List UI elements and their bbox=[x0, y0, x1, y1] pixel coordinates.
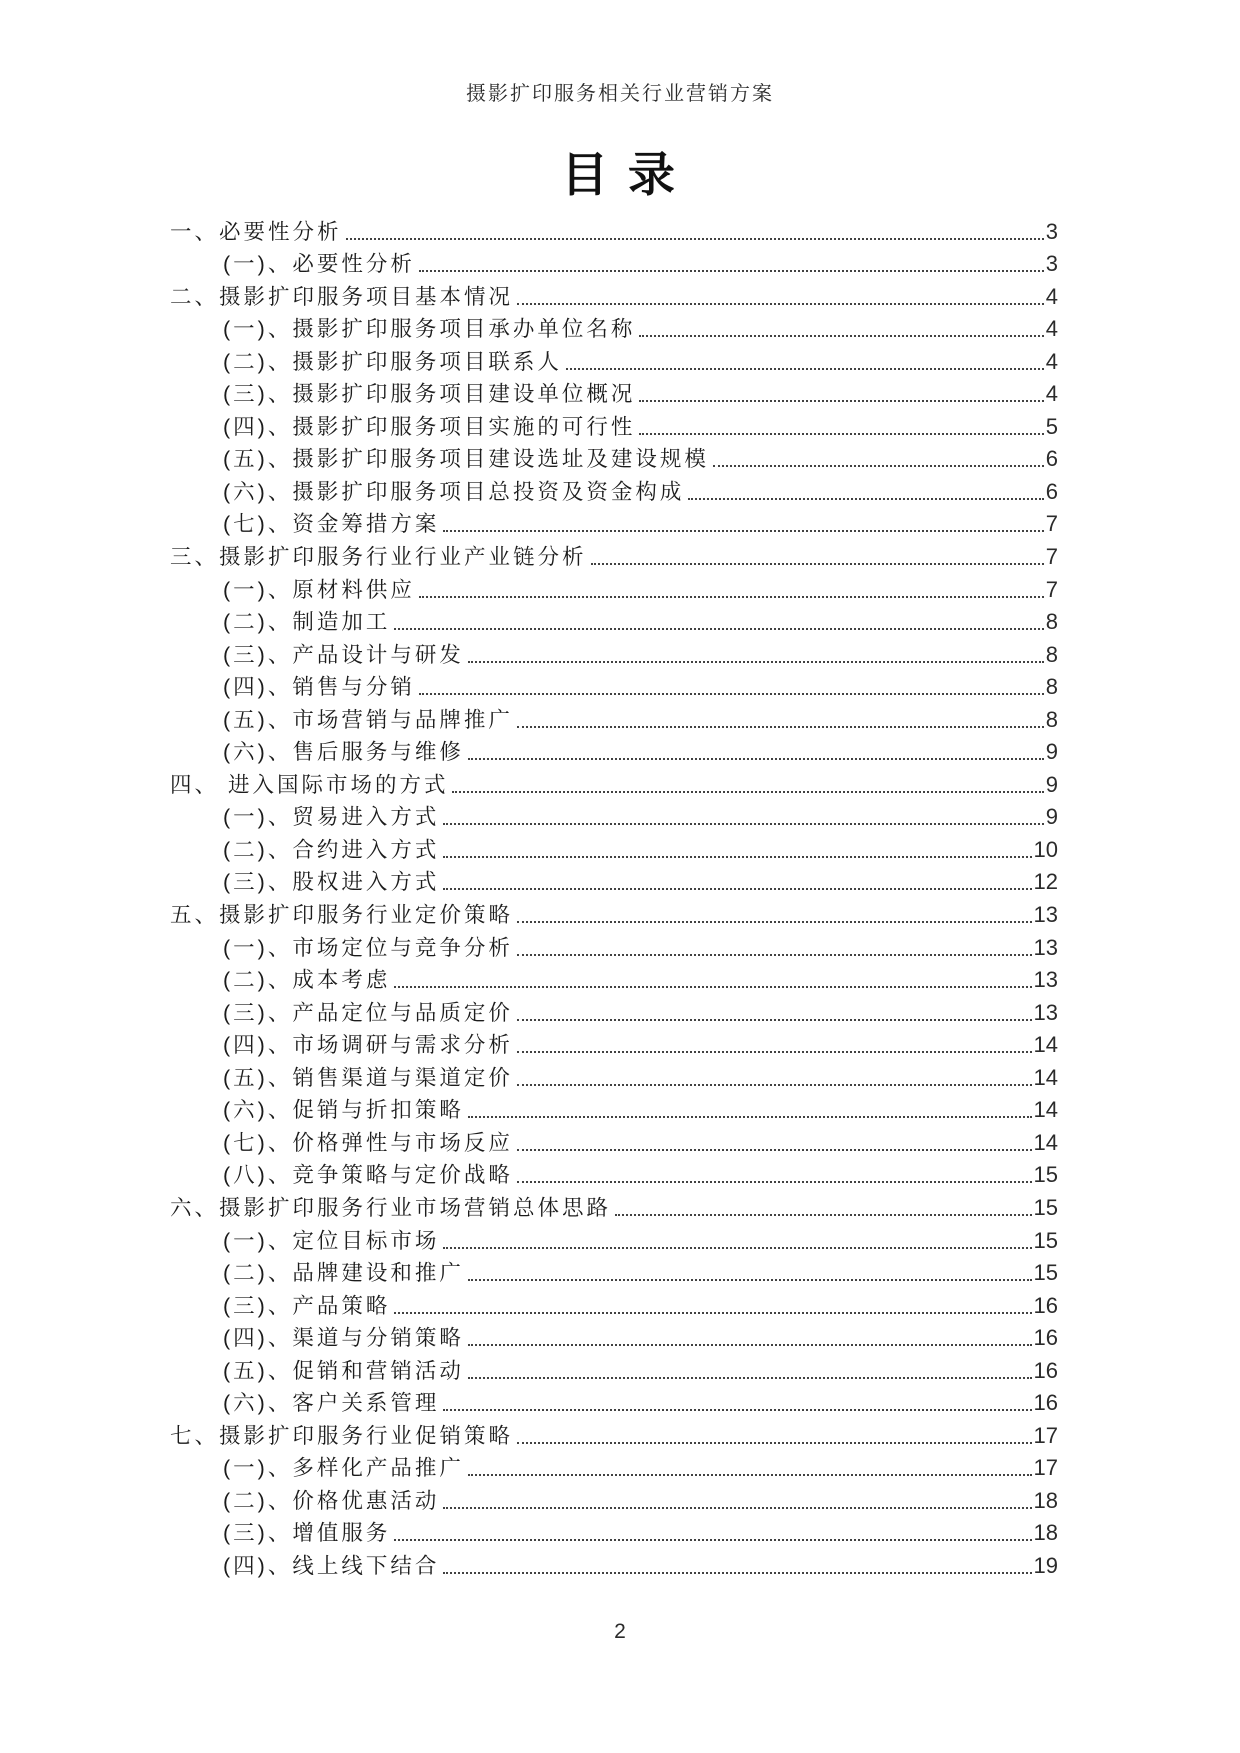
toc-entry[interactable] bbox=[170, 1416, 1058, 1449]
toc-dot-leader bbox=[468, 1279, 1032, 1281]
toc-entry-label: (三)、产品设计与研发 bbox=[223, 642, 464, 667]
toc-entry-label: (八)、竞争策略与定价战略 bbox=[223, 1163, 513, 1188]
toc-dot-leader bbox=[517, 303, 1044, 305]
toc-dot-leader bbox=[443, 1572, 1031, 1574]
toc-entry[interactable] bbox=[170, 635, 1058, 668]
toc-dot-leader bbox=[517, 1181, 1032, 1183]
toc-entry-page: 6 bbox=[1045, 446, 1058, 472]
toc-entry[interactable] bbox=[170, 342, 1058, 375]
toc-dot-leader bbox=[419, 596, 1044, 598]
toc-entry-page: 13 bbox=[1033, 999, 1058, 1025]
toc-entry[interactable] bbox=[170, 1058, 1058, 1091]
toc-entry-label: 一、必要性分析 bbox=[170, 219, 342, 244]
toc-entry-label: 五、摄影扩印服务行业定价策略 bbox=[170, 903, 514, 928]
toc-dot-leader bbox=[517, 1442, 1032, 1444]
toc-entry-label: (三)、增值服务 bbox=[223, 1521, 391, 1546]
toc-entry[interactable] bbox=[170, 733, 1058, 766]
toc-dot-leader bbox=[591, 563, 1044, 565]
toc-entry[interactable] bbox=[170, 1091, 1058, 1124]
toc-entry-page: 13 bbox=[1033, 902, 1058, 928]
toc-entry-page: 18 bbox=[1033, 1520, 1058, 1546]
toc-entry-label: (四)、摄影扩印服务项目实施的可行性 bbox=[223, 414, 636, 439]
toc-entry[interactable] bbox=[170, 407, 1058, 440]
toc-entry-label: (四)、销售与分销 bbox=[223, 675, 415, 700]
toc-dot-leader bbox=[517, 1084, 1032, 1086]
toc-entry-label: 三、摄影扩印服务行业行业产业链分析 bbox=[170, 545, 587, 570]
footer-page-number: 2 bbox=[614, 1620, 626, 1643]
toc-entry[interactable] bbox=[170, 895, 1058, 928]
toc-dot-leader bbox=[713, 465, 1044, 467]
toc-dot-leader bbox=[468, 1377, 1032, 1379]
toc-entry-page: 8 bbox=[1045, 641, 1058, 667]
toc-list bbox=[170, 212, 1058, 1579]
toc-entry-label: (一)、贸易进入方式 bbox=[223, 805, 440, 830]
toc-entry[interactable] bbox=[170, 863, 1058, 896]
toc-dot-leader bbox=[517, 1051, 1032, 1053]
toc-entry-label: (二)、合约进入方式 bbox=[223, 837, 440, 862]
toc-entry[interactable] bbox=[170, 1351, 1058, 1384]
toc-entry-page: 7 bbox=[1045, 544, 1058, 570]
toc-entry-page: 3 bbox=[1045, 218, 1058, 244]
toc-entry-page: 17 bbox=[1033, 1422, 1058, 1448]
toc-entry-page: 9 bbox=[1045, 739, 1058, 765]
toc-entry[interactable] bbox=[170, 993, 1058, 1026]
toc-entry[interactable] bbox=[170, 1449, 1058, 1482]
toc-dot-leader bbox=[639, 335, 1043, 337]
toc-entry[interactable] bbox=[170, 1026, 1058, 1059]
toc-dot-leader bbox=[468, 1474, 1032, 1476]
toc-entry-label: (七)、资金筹措方案 bbox=[223, 512, 440, 537]
toc-entry-label: (一)、摄影扩印服务项目承办单位名称 bbox=[223, 317, 636, 342]
toc-entry[interactable] bbox=[170, 1514, 1058, 1547]
toc-entry-label: (三)、摄影扩印服务项目建设单位概况 bbox=[223, 382, 636, 407]
toc-entry-page: 15 bbox=[1033, 1194, 1058, 1220]
toc-entry-page: 4 bbox=[1045, 316, 1058, 342]
toc-entry-page: 6 bbox=[1045, 478, 1058, 504]
toc-dot-leader bbox=[394, 1539, 1031, 1541]
toc-entry-label: (三)、产品策略 bbox=[223, 1293, 391, 1318]
toc-entry-label: (六)、促销与折扣策略 bbox=[223, 1098, 464, 1123]
toc-entry-label: (六)、客户关系管理 bbox=[223, 1391, 440, 1416]
toc-entry-page: 8 bbox=[1045, 609, 1058, 635]
toc-entry[interactable] bbox=[170, 1546, 1058, 1579]
toc-entry[interactable] bbox=[170, 1254, 1058, 1287]
toc-dot-leader bbox=[468, 758, 1044, 760]
toc-dot-leader bbox=[517, 1149, 1032, 1151]
toc-entry-label: 二、摄影扩印服务项目基本情况 bbox=[170, 284, 514, 309]
toc-dot-leader bbox=[639, 433, 1043, 435]
toc-entry-page: 15 bbox=[1033, 1162, 1058, 1188]
toc-entry[interactable] bbox=[170, 1319, 1058, 1352]
toc-title: 目 录 bbox=[561, 150, 679, 202]
toc-entry-label: (二)、制造加工 bbox=[223, 610, 391, 635]
toc-entry-page: 15 bbox=[1033, 1260, 1058, 1286]
toc-dot-leader bbox=[566, 368, 1044, 370]
toc-entry[interactable] bbox=[170, 505, 1058, 538]
toc-entry-label: (二)、价格优惠活动 bbox=[223, 1488, 440, 1513]
toc-dot-leader bbox=[394, 1312, 1031, 1314]
toc-entry-page: 8 bbox=[1045, 706, 1058, 732]
toc-entry-label: (二)、品牌建设和推广 bbox=[223, 1261, 464, 1286]
toc-dot-leader bbox=[639, 400, 1043, 402]
toc-dot-leader bbox=[443, 888, 1031, 890]
toc-entry[interactable] bbox=[170, 603, 1058, 636]
toc-entry-page: 4 bbox=[1045, 348, 1058, 374]
toc-entry[interactable] bbox=[170, 310, 1058, 343]
toc-entry[interactable] bbox=[170, 830, 1058, 863]
toc-entry-label: (五)、促销和营销活动 bbox=[223, 1358, 464, 1383]
toc-entry-label: (一)、多样化产品推广 bbox=[223, 1456, 464, 1481]
toc-entry-page: 14 bbox=[1033, 1064, 1058, 1090]
toc-entry[interactable] bbox=[170, 798, 1058, 831]
toc-entry[interactable] bbox=[170, 570, 1058, 603]
toc-entry[interactable] bbox=[170, 668, 1058, 701]
toc-entry-page: 16 bbox=[1033, 1390, 1058, 1416]
toc-entry-label: (一)、定位目标市场 bbox=[223, 1228, 440, 1253]
toc-entry[interactable] bbox=[170, 1123, 1058, 1156]
toc-dot-leader bbox=[468, 661, 1044, 663]
toc-entry[interactable] bbox=[170, 961, 1058, 994]
toc-dot-leader bbox=[394, 628, 1043, 630]
toc-entry-label: (一)、必要性分析 bbox=[223, 252, 415, 277]
toc-entry-label: (六)、摄影扩印服务项目总投资及资金构成 bbox=[223, 479, 685, 504]
toc-dot-leader bbox=[443, 1247, 1031, 1249]
toc-dot-leader bbox=[443, 823, 1043, 825]
toc-entry-label: 四、 进入国际市场的方式 bbox=[170, 772, 449, 797]
toc-entry-page: 16 bbox=[1033, 1292, 1058, 1318]
toc-entry-label: (三)、股权进入方式 bbox=[223, 870, 440, 895]
toc-entry-label: (六)、售后服务与维修 bbox=[223, 740, 464, 765]
toc-entry[interactable] bbox=[170, 245, 1058, 278]
toc-entry-label: (一)、原材料供应 bbox=[223, 577, 415, 602]
toc-entry-page: 15 bbox=[1033, 1227, 1058, 1253]
toc-entry-page: 13 bbox=[1033, 934, 1058, 960]
toc-entry-page: 9 bbox=[1045, 771, 1058, 797]
page-footer bbox=[0, 1620, 1240, 1644]
toc-entry-page: 9 bbox=[1045, 804, 1058, 830]
toc-dot-leader bbox=[688, 498, 1043, 500]
toc-dot-leader bbox=[517, 1019, 1032, 1021]
toc-dot-leader bbox=[468, 1116, 1032, 1118]
toc-entry-page: 14 bbox=[1033, 1097, 1058, 1123]
toc-entry-page: 3 bbox=[1045, 251, 1058, 277]
toc-entry-label: (五)、销售渠道与渠道定价 bbox=[223, 1065, 513, 1090]
toc-entry[interactable] bbox=[170, 1221, 1058, 1254]
toc-entry[interactable] bbox=[170, 928, 1058, 961]
toc-entry[interactable] bbox=[170, 212, 1058, 245]
toc-entry[interactable] bbox=[170, 537, 1058, 570]
toc-entry[interactable] bbox=[170, 1384, 1058, 1417]
toc-dot-leader bbox=[468, 1344, 1032, 1346]
toc-entry-label: (三)、产品定位与品质定价 bbox=[223, 1000, 513, 1025]
toc-entry-page: 5 bbox=[1045, 413, 1058, 439]
toc-entry-page: 19 bbox=[1033, 1552, 1058, 1578]
toc-entry-page: 13 bbox=[1033, 967, 1058, 993]
toc-dot-leader bbox=[419, 693, 1044, 695]
toc-entry-page: 16 bbox=[1033, 1357, 1058, 1383]
toc-dot-leader bbox=[346, 238, 1044, 240]
toc-dot-leader bbox=[443, 1409, 1031, 1411]
toc-entry[interactable] bbox=[170, 1156, 1058, 1189]
toc-entry-page: 16 bbox=[1033, 1325, 1058, 1351]
toc-entry[interactable] bbox=[170, 765, 1058, 798]
toc-dot-leader bbox=[517, 726, 1044, 728]
toc-dot-leader bbox=[443, 530, 1043, 532]
toc-entry[interactable] bbox=[170, 1481, 1058, 1514]
toc-entry-page: 14 bbox=[1033, 1032, 1058, 1058]
toc-dot-leader bbox=[443, 1507, 1031, 1509]
toc-entry-label: (五)、摄影扩印服务项目建设选址及建设规模 bbox=[223, 447, 709, 472]
toc-dot-leader bbox=[517, 954, 1032, 956]
toc-entry-label: (四)、线上线下结合 bbox=[223, 1553, 440, 1578]
toc-entry-label: (四)、市场调研与需求分析 bbox=[223, 1033, 513, 1058]
toc-entry[interactable] bbox=[170, 700, 1058, 733]
toc-entry-page: 7 bbox=[1045, 511, 1058, 537]
toc-entry[interactable] bbox=[170, 375, 1058, 408]
toc-entry-page: 4 bbox=[1045, 283, 1058, 309]
toc-entry-label: (七)、价格弹性与市场反应 bbox=[223, 1130, 513, 1155]
toc-entry[interactable] bbox=[170, 277, 1058, 310]
toc-dot-leader bbox=[443, 856, 1031, 858]
toc-entry-page: 10 bbox=[1033, 836, 1058, 862]
toc-entry-page: 14 bbox=[1033, 1129, 1058, 1155]
toc-entry[interactable] bbox=[170, 1286, 1058, 1319]
toc-entry-page: 8 bbox=[1045, 674, 1058, 700]
toc-entry-page: 17 bbox=[1033, 1455, 1058, 1481]
toc-entry-label: 七、摄影扩印服务行业促销策略 bbox=[170, 1423, 514, 1448]
toc-entry-page: 18 bbox=[1033, 1487, 1058, 1513]
toc-entry[interactable] bbox=[170, 472, 1058, 505]
toc-entry[interactable] bbox=[170, 440, 1058, 473]
toc-entry-label: (二)、摄影扩印服务项目联系人 bbox=[223, 349, 562, 374]
toc-dot-leader bbox=[517, 921, 1032, 923]
toc-entry-label: 六、摄影扩印服务行业市场营销总体思路 bbox=[170, 1195, 612, 1220]
toc-dot-leader bbox=[452, 791, 1043, 793]
toc-entry-label: (四)、渠道与分销策略 bbox=[223, 1326, 464, 1351]
toc-dot-leader bbox=[615, 1214, 1032, 1216]
toc-entry-page: 12 bbox=[1033, 869, 1058, 895]
toc-entry-page: 7 bbox=[1045, 576, 1058, 602]
document-header-title: 摄影扩印服务相关行业营销方案 bbox=[466, 83, 774, 105]
toc-entry-label: (一)、市场定位与竞争分析 bbox=[223, 935, 513, 960]
toc-entry-page: 4 bbox=[1045, 381, 1058, 407]
toc-entry[interactable] bbox=[170, 1188, 1058, 1221]
toc-entry-label: (五)、市场营销与品牌推广 bbox=[223, 707, 513, 732]
toc-dot-leader bbox=[419, 270, 1044, 272]
toc-dot-leader bbox=[394, 986, 1031, 988]
toc-entry-label: (二)、成本考虑 bbox=[223, 968, 391, 993]
